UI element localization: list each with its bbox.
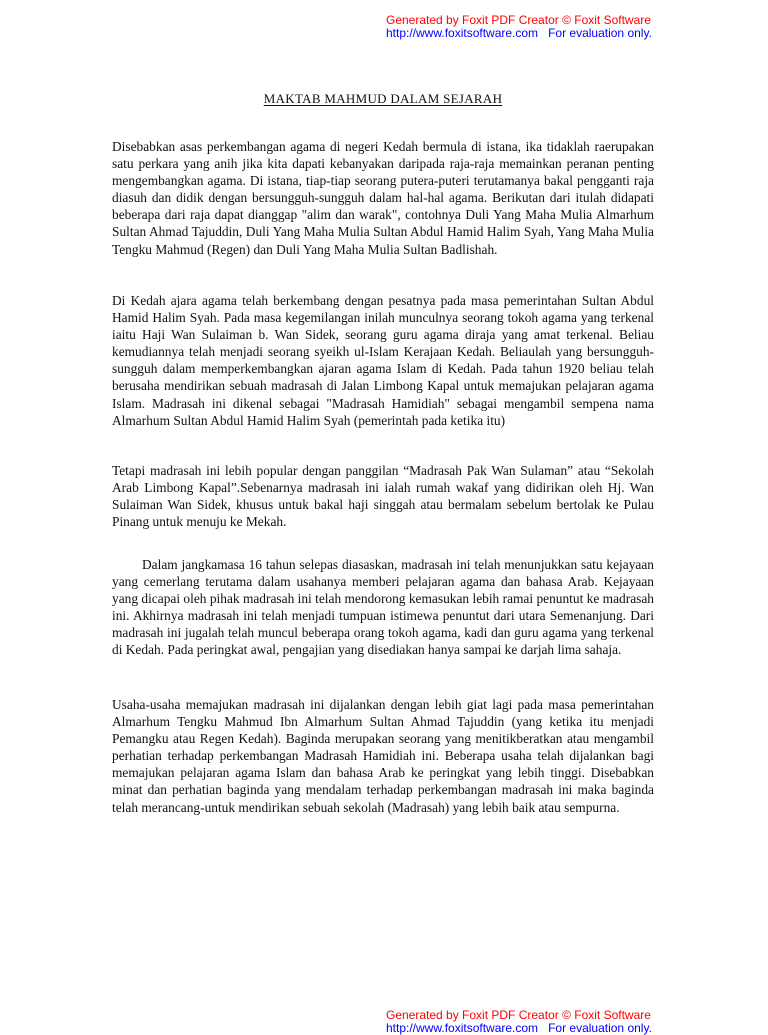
watermark-creator-text: Generated by Foxit PDF Creator © Foxit Software (386, 13, 651, 27)
watermark-header (386, 14, 652, 40)
paragraph-4: Dalam jangkamasa 16 tahun selepas diasaskan, madrasah ini telah menunjukkan satu kejayaan yang cemerlang terutama dalam usahanya memberi pelajaran agama dan bahasa Arab. Kejayaan yang dicapai oleh pihak madrasah ini telah mendorong kemasukan lebih ramai penuntut ke madrasah ini. Akhirnya madrasah ini telah menjadi tumpuan istimewa penuntut dari utara Semenanjung. Dari madrasah ini jugalah telah muncul beberapa orang tokoh agama, kadi dan guru agama yang terkenal di Kedah. Pada peringkat awal, pengajian yang disediakan hanya sampai ke darjah lima sahaja. (112, 557, 654, 658)
watermark-footer-creator-text: Generated by Foxit PDF Creator © Foxit Software (386, 1008, 651, 1022)
watermark-url-line (386, 27, 652, 40)
paragraph-1: Disebabkan asas perkembangan agama di negeri Kedah bermula di istana, ika tidaklah raerupakan satu perkara yang anih jika kita dapati kebanyakan daripada raja-raja memainkan peranan penting mengembangkan agama. Di istana, tiap-tiap seorang putera-puteri terutamanya bakal pengganti raja diasuh dan didik dengan bersungguh-sungguh dalam hal-hal agama. Berikutan dari itulah didapati beberapa dari raja dapat dianggap "alim dan warak", contohnya Duli Yang Maha Mulia Almarhum Sultan Ahmad Tajuddin, Duli Yang Maha Mulia Sultan Abdul Hamid Halim Syah, Yang Maha Mulia Tengku Mahmud (Regen) dan Duli Yang Maha Mulia Sultan Badlishah. (112, 139, 654, 257)
watermark-eval-text: For evaluation only. (548, 26, 652, 40)
watermark-footer (386, 1009, 652, 1035)
document-title: MAKTAB MAHMUD DALAM SEJARAH (263, 91, 503, 106)
paragraph-2: Di Kedah ajara agama telah berkembang dengan pesatnya pada masa pemerintahan Sultan Abdul Hamid Halim Syah. Pada masa kegemilangan inilah munculnya seorang tokoh agama yang terkenal iaitu Haji Wan Sulaiman b. Wan Sidek, seorang guru agama diraja yang amat terkenal. Beliau kemudiannya telah menjadi seorang syeikh ul-Islam Kerajaan Kedah. Beliaulah yang bersungguh-sungguh dalam memperkembangkan ajaran agama Islam di Kedah. Pada tahun 1920 beliau telah berusaha mendirikan sebuah madrasah di Jalan Limbong Kapal untuk memajukan pelajaran agama Islam. Madrasah ini dikenal sebagai "Madrasah Hamidiah" sebagai mengambil sempena nama Almarhum Sultan Abdul Hamid Halim Syah (pemerintah pada ketika itu) (112, 293, 654, 428)
watermark-footer-url-link[interactable]: http://www.foxitsoftware.com (386, 1021, 539, 1035)
paragraph-3: Tetapi madrasah ini lebih popular dengan panggilan “Madrasah Pak Wan Sulaman” atau “Sekolah Arab Limbong Kapal”.Sebenarnya madrasah ini ialah rumah wakaf yang didirikan oleh Hj. Wan Sulaiman Wan Sidek, khusus untuk bakal haji singgah atau bermalam sebelum bertolak ke Pulau Pinang untuk menuju ke Mekah. (112, 463, 654, 530)
paragraph-5: Usaha-usaha memajukan madrasah ini dijalankan dengan lebih giat lagi pada masa pemerintahan Almarhum Tengku Mahmud Ibn Almarhum Sultan Ahmad Tajuddin (yang ketika itu menjadi Pemangku atau Regen Kedah). Baginda merupakan seorang yang menitikberatkan atau mengambil perhatian terhadap perkembangan Madrasah Hamidiah ini. Beberapa usaha telah dijalankan bagi memajukan pelajaran agama Islam dan bahasa Arab ke peringkat yang lebih tinggi. Disebabkan minat dan perhatian baginda yang mendalam terhadap perkembangan madrasah ini maka baginda telah merancang-untuk mendirikan sebuah sekolah (Madrasah) yang lebih baik atau sempurna. (112, 697, 654, 815)
watermark-footer-eval-text: For evaluation only. (548, 1021, 652, 1035)
watermark-url-link[interactable]: http://www.foxitsoftware.com (386, 26, 539, 40)
